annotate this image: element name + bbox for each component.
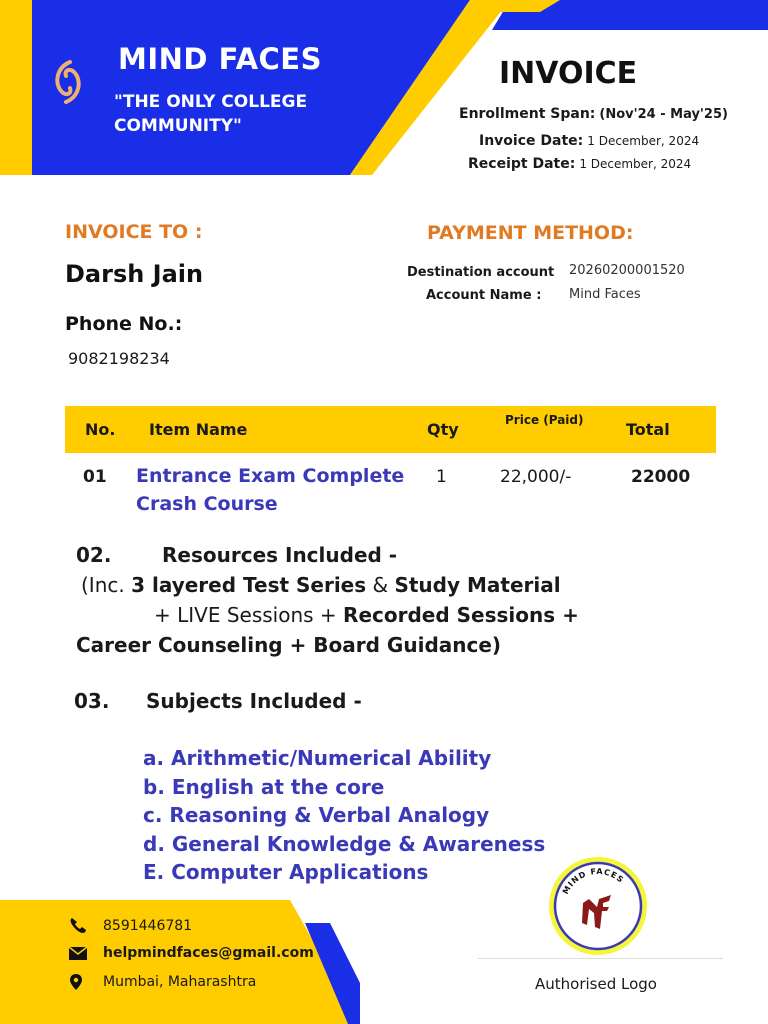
header-no: No. [85, 420, 116, 439]
resources-line-1-b: 3 layered Test Series [131, 573, 367, 597]
enrollment-label: Enrollment Span: [459, 106, 596, 122]
resources-line-1-a: (Inc. [81, 573, 132, 597]
resources-line-1-c: & [366, 573, 395, 597]
contact-email-value: helpmindfaces@gmail.com [103, 945, 314, 961]
signature-line [478, 958, 723, 959]
contact-phone [68, 917, 192, 935]
destination-account-label: Destination account [407, 265, 555, 280]
svg-text:MIND FACES: MIND FACES [560, 866, 626, 896]
phone-label: Phone No.: [65, 313, 183, 335]
subject-item: c. Reasoning & Verbal Analogy [143, 803, 490, 828]
subject-item: a. Arithmetic/Numerical Ability [143, 746, 492, 770]
receipt-date [468, 156, 691, 172]
resources-line-3-text: Career Counseling + Board Guidance) [76, 633, 502, 657]
subject-item: b. English at the core [143, 774, 385, 799]
invoice-date-value: 1 December, 2024 [587, 134, 700, 148]
row-total: 22000 [631, 467, 691, 487]
subject-item: E. Computer Applications [143, 860, 429, 885]
resources-line-3 [76, 633, 501, 657]
header-item-name: Item Name [149, 420, 248, 439]
invoice-date [479, 133, 699, 149]
account-name-label: Account Name : [426, 288, 542, 303]
invoice-date-label: Invoice Date: [479, 133, 584, 149]
contact-phone-value: 8591446781 [103, 918, 193, 934]
row-price: 22,000/- [500, 467, 572, 487]
receipt-date-value: 1 December, 2024 [579, 157, 692, 171]
mind-faces-logo-icon [48, 58, 88, 106]
subjects-number: 03. [74, 689, 110, 713]
items-table-header [65, 406, 716, 453]
mail-icon [68, 944, 90, 962]
authorised-seal-logo [547, 855, 649, 957]
header-price: Price (Paid) [505, 413, 584, 427]
subjects-title: Subjects Included - [146, 689, 362, 713]
resources-line-2 [154, 603, 579, 627]
enrollment-value: (Nov'24 - May'25) [599, 107, 728, 122]
header-total: Total [626, 420, 670, 439]
resources-line-1 [81, 573, 561, 597]
payment-method-heading: PAYMENT METHOD: [427, 222, 634, 244]
resources-line-1-d: Study Material [394, 573, 561, 597]
subject-item: d. General Knowledge & Awareness [143, 831, 546, 856]
subjects-list [143, 744, 545, 887]
row-item-name: Entrance Exam Complete Crash Course [136, 465, 405, 515]
contact-email [68, 944, 314, 962]
invoice-title: INVOICE [499, 56, 638, 91]
contact-location [68, 973, 256, 991]
resources-line-2-b: Recorded Sessions + [343, 603, 579, 627]
header-qty: Qty [427, 420, 459, 439]
phone-icon [68, 917, 90, 935]
invoice-to-heading: INVOICE TO : [65, 221, 203, 243]
resources-number: 02. [76, 543, 112, 567]
row-no: 01 [83, 467, 107, 487]
enrollment-span [459, 106, 728, 122]
customer-name: Darsh Jain [65, 260, 204, 288]
resources-title: Resources Included - [162, 543, 398, 567]
brand-name: MIND FACES [118, 42, 322, 76]
contact-location-value: Mumbai, Maharashtra [103, 974, 257, 990]
receipt-date-label: Receipt Date: [468, 156, 576, 172]
row-qty: 1 [436, 467, 447, 487]
phone-value: 9082198234 [68, 349, 170, 368]
destination-account-value: 20260200001520 [569, 263, 685, 278]
brand-tagline: "THE ONLY COLLEGE COMMUNITY" [114, 92, 308, 136]
account-name-value: Mind Faces [569, 287, 641, 302]
location-pin-icon [68, 973, 90, 991]
authorised-logo-label: Authorised Logo [535, 975, 657, 993]
resources-line-2-a: + LIVE Sessions + [154, 603, 344, 627]
